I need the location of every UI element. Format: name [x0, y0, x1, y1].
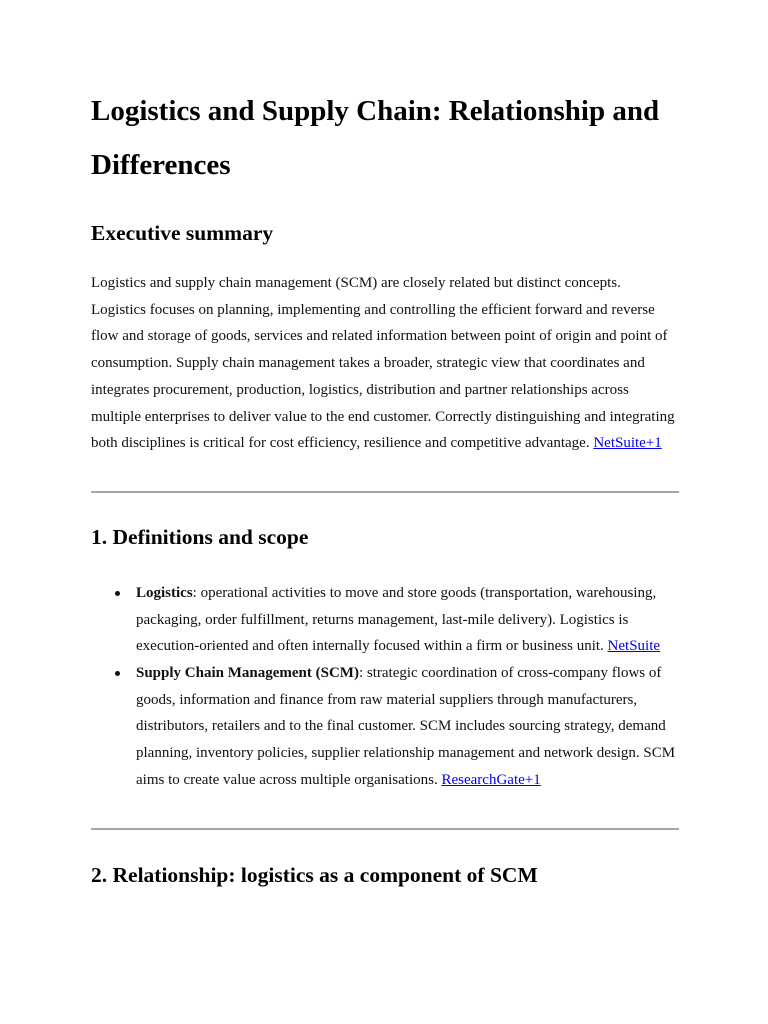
document-page — [91, 0, 679, 890]
section-2-heading: 2. Relationship: logistics as a component of SCM — [91, 862, 538, 887]
definitions-list — [91, 580, 679, 794]
executive-summary-paragraph — [91, 270, 679, 457]
section-divider — [91, 491, 679, 493]
list-item-term: Supply Chain Management (SCM) — [136, 665, 359, 682]
list-item — [136, 660, 679, 794]
executive-summary-heading: Executive summary — [91, 221, 274, 245]
list-item-text: : operational activities to move and store goods (transportation, warehousing, packaging, order fulfillment, returns management, last-mile delivery). Logistics is execution-oriented and often internally focused within a firm or business unit. — [136, 584, 657, 655]
section-1-heading: 1. Definitions and scope — [91, 524, 309, 549]
bullet-icon — [115, 591, 120, 596]
list-item-term: Logistics — [136, 584, 193, 601]
list-item — [136, 580, 679, 660]
executive-summary-text: Logistics and supply chain management (SCM) are closely related but distinct concepts. Logistics focuses on planning, implementing and controlling the efficient forward and reverse flow and storage of goods, services and related information between point of origin and point of consumption. Supply chain management takes a broader, strategic view that coordinates and integrates procurement, production, logistics, distribution and partner relationships across multiple enterprises to deliver value to the end customer. Correctly distinguishing and integrating both disciplines is critical for cost efficiency, resilience and competitive advantage. — [91, 275, 675, 452]
section-divider — [91, 828, 679, 830]
citation-link-netsuite-1[interactable]: NetSuite+1 — [593, 435, 662, 452]
list-item-text: : strategic coordination of cross-company flows of goods, information and finance from raw material suppliers through manufacturers, distributors, retailers and to the final customer. SCM includes sourcing strategy, demand planning, inventory policies, supplier relationship management and network design. SCM aims to create value across multiple organisations. — [136, 665, 676, 788]
bullet-icon — [115, 671, 120, 676]
document-title: Logistics and Supply Chain: Relationship and Differences — [91, 95, 660, 181]
citation-link-netsuite[interactable]: NetSuite — [607, 638, 661, 655]
citation-link-researchgate[interactable]: ResearchGate+1 — [441, 771, 541, 788]
